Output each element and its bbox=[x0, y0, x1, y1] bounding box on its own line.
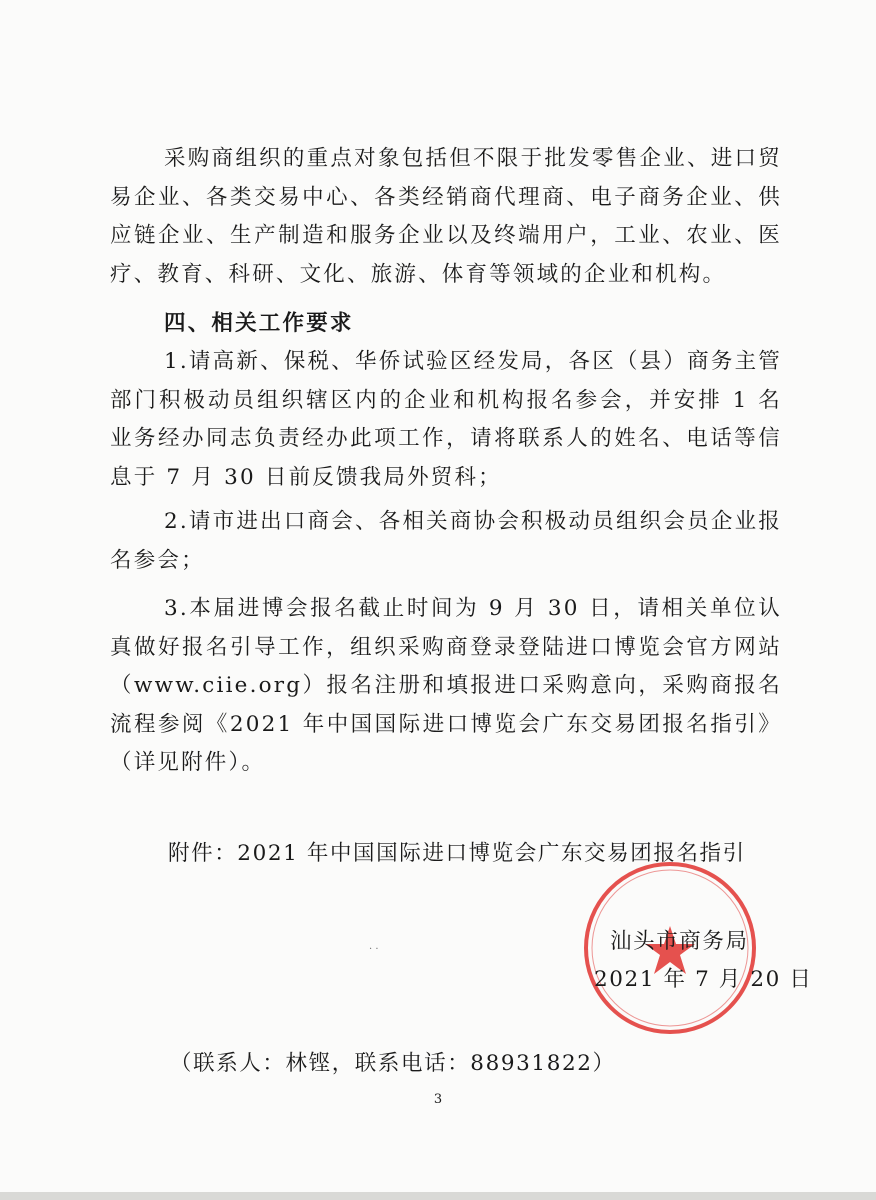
issuer-name: 汕头市商务局 bbox=[610, 929, 749, 954]
contact-line: （联系人：林铿，联系电话：88931822） bbox=[170, 1051, 616, 1076]
requirement-item-2: 2.请市进出口商会、各相关商协会积极动员组织会员企业报名参会； bbox=[110, 509, 782, 573]
issue-date: 2021 年 7 月 20 日 bbox=[594, 967, 813, 992]
attachment-line: 附件：2021 年中国国际进口博览会广东交易团报名指引 bbox=[168, 841, 746, 866]
requirement-item-1: 1.请高新、保税、华侨试验区经发局，各区（县）商务主管部门积极动员组织辖区内的企业和机构报名参会，并安排 1 名业务经办同志负责经办此项工作，请将联系人的姓名、电话等信息于 7 月 30 日前反馈我局外贸科； bbox=[110, 349, 782, 490]
scan-edge bbox=[0, 1192, 876, 1200]
paragraph-purchaser-targets: 采购商组织的重点对象包括但不限于批发零售企业、进口贸易企业、各类交易中心、各类经销商代理商、电子商务企业、供应链企业、生产制造和服务企业以及终端用户，工业、农业、医疗、教育、科研、文化、旅游、体育等领域的企业和机构。 bbox=[110, 146, 782, 287]
page-number: 3 bbox=[433, 1092, 443, 1107]
section-heading: 四、相关工作要求 bbox=[164, 311, 354, 336]
requirement-item-3: 3.本届进博会报名截止时间为 9 月 30 日，请相关单位认真做好报名引导工作，组织采购商登录登陆进口博览会官方网站（www.ciie.org）报名注册和填报进口采购意向，采购商报名流程参阅《2021 年中国国际进口博览会广东交易团报名指引》（详见附件）。 bbox=[110, 596, 782, 775]
scan-dots: · · bbox=[369, 944, 379, 955]
